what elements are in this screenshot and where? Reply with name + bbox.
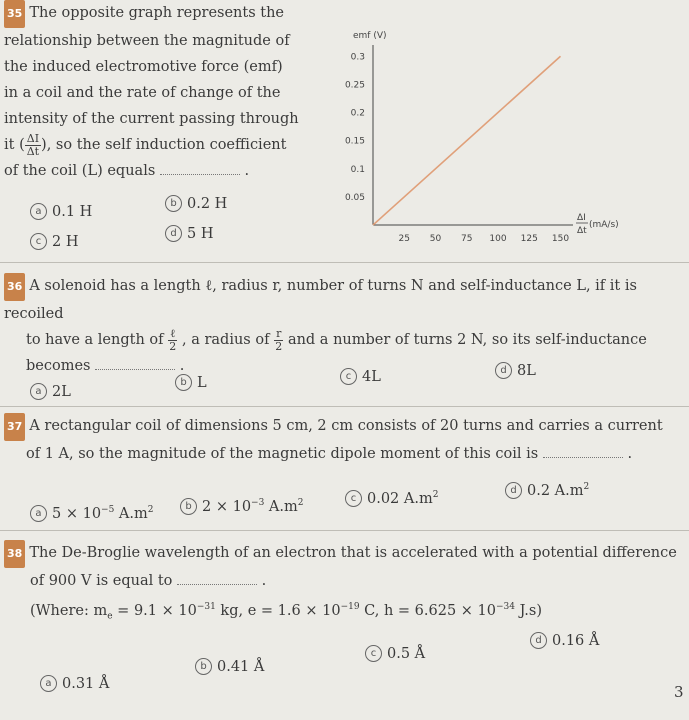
divider [0, 406, 689, 407]
question-number: 37 [4, 413, 25, 441]
question-text: becomes . [26, 358, 185, 374]
x-axis-label-unit: (mA/s) [589, 220, 619, 230]
question-text: A rectangular coil of dimensions 5 cm, 2 cm consists of 20 turns and carries a current [29, 418, 663, 434]
y-axis-label: emf (V) [353, 31, 387, 41]
x-tick-label: 125 [520, 234, 538, 244]
question-37 [4, 413, 684, 467]
divider [0, 262, 689, 263]
question-36 [4, 273, 684, 379]
y-tick-label: 0.15 [344, 136, 365, 147]
option-c[interactable]: c 2 H [30, 233, 78, 250]
question-number: 38 [4, 540, 25, 568]
given-constants: (Where: $m_e = 9.1 \times 10^{-31}$ kg, $e = 1.6 \times 10^{-19}$ C, $h = 6.625 \times 10^{-34}$ J.s) [30, 602, 543, 622]
fraction: $\frac{\Delta I}{\Delta t}$ [26, 131, 40, 158]
question-number: 36 [4, 273, 25, 301]
question-text: The De-Broglie wavelength of an electron that is accelerated with a potential difference [29, 545, 677, 561]
page-number: 3 [674, 683, 684, 701]
question-text: A solenoid has a length ℓ, radius r, number of turns N and self-inductance L, if it is recoiled [4, 278, 637, 322]
y-tick-label: 0.2 [350, 108, 365, 119]
option-a[interactable]: a 0.1 H [30, 203, 92, 220]
question-35 [4, 0, 304, 184]
question-text: in a coil and the rate of change of the [4, 85, 281, 101]
question-text: to have a length of $\frac{\text{ℓ}}{2}$ , a radius of $\frac{r}{2}$ and a number of turns 2 N, so its self-inductance [26, 326, 647, 353]
x-tick-label: 150 [551, 234, 570, 244]
x-tick-label: 100 [489, 234, 507, 244]
fraction: $\frac{r}{2}$ [275, 326, 283, 353]
option-b[interactable]: b 0.41 Å [195, 658, 264, 675]
option-c[interactable]: c 4L [340, 368, 381, 385]
y-tick-label: 0.25 [344, 80, 365, 91]
question-text: The opposite graph represents the [29, 5, 285, 21]
option-d[interactable]: d 0.2 $A.m^2$ [505, 482, 589, 499]
question-text: the induced electromotive force (emf) [4, 59, 283, 75]
x-tick-label: 75 [461, 234, 473, 244]
answer-blank [543, 447, 623, 458]
emf-chart [325, 25, 645, 250]
y-tick-label: 0.1 [350, 164, 365, 175]
option-a[interactable]: a 2L [30, 383, 71, 400]
question-text: of 900 V is equal to . [30, 573, 267, 589]
question-number: 35 [4, 0, 25, 28]
option-c[interactable]: c 0.5 Å [365, 645, 425, 662]
question-text: it ( $\frac{\Delta I}{\Delta t}$ ), so the self induction coefficient [4, 131, 287, 158]
option-c[interactable]: c 0.02 $A.m^2$ [345, 490, 438, 507]
option-d[interactable]: d 5 H [165, 225, 213, 242]
question-text: of the coil (L) equals . [4, 163, 250, 179]
fraction: $\frac{\text{ℓ}}{2}$ [169, 326, 177, 353]
option-b[interactable]: b $2 \times 10^{-3}$ $A.m^2$ [180, 498, 304, 515]
option-a[interactable]: a $5 \times 10^{-5}$ $A.m^2$ [30, 505, 154, 522]
y-tick-label: 0.05 [344, 192, 365, 203]
x-axis-label-den: Δt [577, 226, 587, 236]
option-d[interactable]: d 8L [495, 362, 536, 379]
question-text: of 1 A, so the magnitude of the magnetic dipole moment of this coil is . [26, 446, 633, 462]
x-tick-label: 50 [429, 234, 442, 244]
option-b[interactable]: b L [175, 374, 207, 391]
option-d[interactable]: d 0.16 Å [530, 632, 599, 649]
question-text: relationship between the magnitude of [4, 33, 290, 49]
option-a[interactable]: a 0.31 Å [40, 675, 109, 692]
answer-blank [177, 574, 257, 585]
y-tick-label: 0.3 [350, 52, 365, 63]
answer-blank [95, 359, 175, 370]
emf-series-line [373, 56, 561, 225]
answer-blank [160, 164, 240, 175]
option-b[interactable]: b 0.2 H [165, 195, 227, 212]
question-text: intensity of the current passing through [4, 111, 299, 127]
question-38 [4, 540, 688, 630]
x-axis-label-num: ΔI [577, 213, 586, 223]
divider [0, 530, 689, 531]
x-tick-label: 25 [398, 234, 410, 244]
